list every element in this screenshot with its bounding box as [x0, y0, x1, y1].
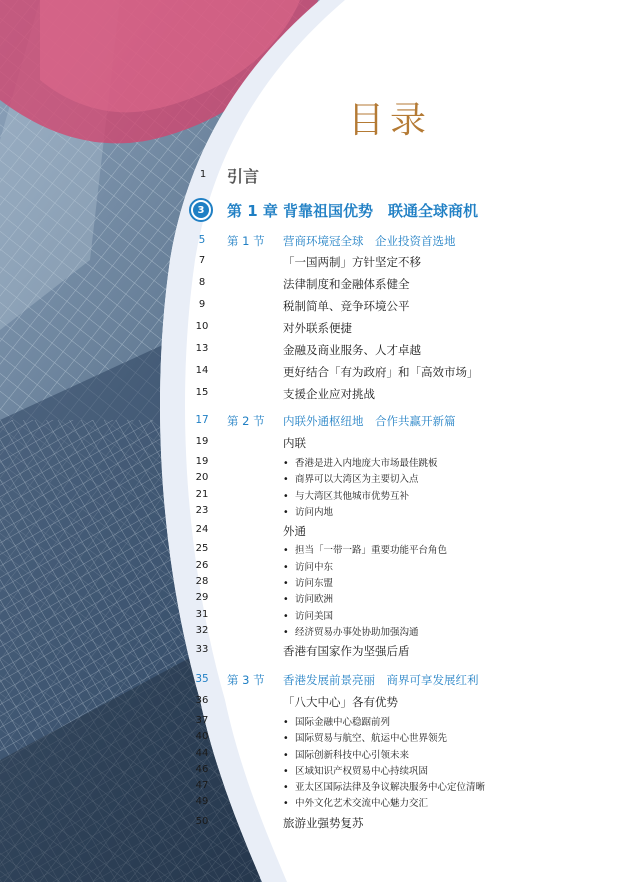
- toc-page-number: 24: [195, 524, 209, 535]
- page-title: 目录: [348, 100, 433, 141]
- toc-page-number: 13: [195, 343, 209, 354]
- toc-subitem-text: • 香港是进入内地庞大市场最佳跳板: [283, 455, 438, 469]
- toc-page-number: 35: [195, 673, 209, 685]
- chapter-page-number: 3: [193, 202, 209, 218]
- toc-page-number: 23: [195, 505, 209, 516]
- toc-item-text: 税制简单、竞争环境公平: [283, 299, 410, 313]
- toc-item-row[interactable]: [0, 342, 621, 362]
- chapter-page-badge: [189, 198, 213, 222]
- toc-section-title: 营商环境冠全球 企业投资首选地: [283, 234, 456, 248]
- toc-item-row[interactable]: [0, 276, 621, 296]
- toc-page-number: 15: [195, 387, 209, 398]
- toc-item-row[interactable]: [0, 364, 621, 384]
- toc-subitem-text: • 商界可以大湾区为主要切入点: [283, 471, 419, 485]
- toc-page-number: 19: [195, 456, 209, 467]
- toc-page-number: 25: [195, 543, 209, 554]
- toc-page-number: 26: [195, 560, 209, 571]
- toc-subitem-text: • 访问欧洲: [283, 591, 333, 605]
- toc-subitem-text: • 访问中东: [283, 559, 333, 573]
- toc-item-text: 「一国两制」方针坚定不移: [283, 255, 421, 269]
- toc-item-row[interactable]: [0, 694, 621, 714]
- toc-item-row[interactable]: [0, 298, 621, 318]
- toc-item-text: 旅游业强势复苏: [283, 816, 364, 830]
- toc-subitem-text: • 担当「一带一路」重要功能平台角色: [283, 542, 447, 556]
- toc-subitem-text: • 与大湾区其他城市优势互补: [283, 488, 409, 502]
- toc-subitem-text: • 中外文化艺术交流中心魅力交汇: [283, 795, 428, 809]
- toc-page-number: 10: [195, 321, 209, 332]
- toc-page-number: 19: [195, 436, 209, 447]
- toc-page-number: 44: [195, 748, 209, 759]
- toc-page-number: 37: [195, 715, 209, 726]
- toc-page-number: 36: [195, 695, 209, 706]
- intro-page-number: 1: [199, 169, 207, 180]
- toc-item-row[interactable]: [0, 386, 621, 406]
- toc-section-row[interactable]: [0, 233, 621, 253]
- toc-item-text: 内联: [283, 436, 306, 450]
- toc-page-number: 21: [195, 489, 209, 500]
- toc-item-row[interactable]: [0, 523, 621, 543]
- toc-section-label: 第 3 节: [227, 673, 265, 687]
- toc-page-number: 5: [198, 234, 206, 246]
- toc-item-text: 「八大中心」各有优势: [283, 695, 398, 709]
- toc-page-number: 14: [195, 365, 209, 376]
- toc-item-row[interactable]: [0, 254, 621, 274]
- toc-section-title: 内联外通枢纽地 合作共赢开新篇: [283, 414, 456, 428]
- toc-section-row[interactable]: [0, 413, 621, 433]
- toc-item-row[interactable]: [0, 320, 621, 340]
- chapter-label: 第 1 章: [227, 202, 278, 220]
- toc-subitem-text: • 国际创新科技中心引领未来: [283, 747, 409, 761]
- toc-subitem-text: • 国际贸易与航空、航运中心世界领先: [283, 730, 447, 744]
- toc-item-row[interactable]: [0, 643, 621, 663]
- toc-page-number: 31: [195, 609, 209, 620]
- toc-item-text: 香港有国家作为坚强后盾: [283, 644, 410, 658]
- toc-page-number: 20: [195, 472, 209, 483]
- toc-page-number: 29: [195, 592, 209, 603]
- toc-subitem-text: • 区域知识产权贸易中心持续巩固: [283, 763, 428, 777]
- toc-item-row[interactable]: [0, 815, 621, 835]
- toc-subitem-text: • 亚太区国际法律及争议解决服务中心定位清晰: [283, 779, 485, 793]
- toc-page-number: 17: [195, 414, 209, 426]
- toc-item-text: 支援企业应对挑战: [283, 387, 375, 401]
- toc-page-number: 49: [195, 796, 209, 807]
- intro-label[interactable]: 引言: [227, 167, 260, 186]
- toc-section-label: 第 1 节: [227, 234, 265, 248]
- toc-item-text: 外通: [283, 524, 306, 538]
- toc-section-title: 香港发展前景亮丽 商界可享发展红利: [283, 673, 479, 687]
- toc-page-number: 7: [198, 255, 206, 266]
- toc-subitem-text: • 经济贸易办事处协助加强沟通: [283, 624, 419, 638]
- toc-item-row[interactable]: [0, 435, 621, 455]
- toc-subitem-row[interactable]: [0, 623, 621, 643]
- toc-subitem-text: • 访问内地: [283, 504, 333, 518]
- toc-page-number: 28: [195, 576, 209, 587]
- toc-section-row[interactable]: [0, 672, 621, 692]
- toc-subitem-row[interactable]: [0, 503, 621, 523]
- toc-page-number: 8: [198, 277, 206, 288]
- toc-page-number: 46: [195, 764, 209, 775]
- toc-item-text: 对外联系便捷: [283, 321, 352, 335]
- toc-page-number: 9: [198, 299, 206, 310]
- toc-item-text: 法律制度和金融体系健全: [283, 277, 410, 291]
- toc-page-number: 47: [195, 780, 209, 791]
- toc-page-number: 40: [195, 731, 209, 742]
- toc-subitem-text: • 国际金融中心稳踞前列: [283, 714, 390, 728]
- toc-page-number: 33: [195, 644, 209, 655]
- toc-item-text: 更好结合「有为政府」和「高效市场」: [283, 365, 479, 379]
- toc-page-number: 50: [195, 816, 209, 827]
- chapter-title[interactable]: 背靠祖国优势 联通全球商机: [283, 202, 479, 220]
- toc-subitem-row[interactable]: [0, 794, 621, 814]
- toc-subitem-text: • 访问美国: [283, 608, 333, 622]
- toc-item-text: 金融及商业服务、人才卓越: [283, 343, 421, 357]
- toc-section-label: 第 2 节: [227, 414, 265, 428]
- toc-subitem-text: • 访问东盟: [283, 575, 333, 589]
- toc-page-number: 32: [195, 625, 209, 636]
